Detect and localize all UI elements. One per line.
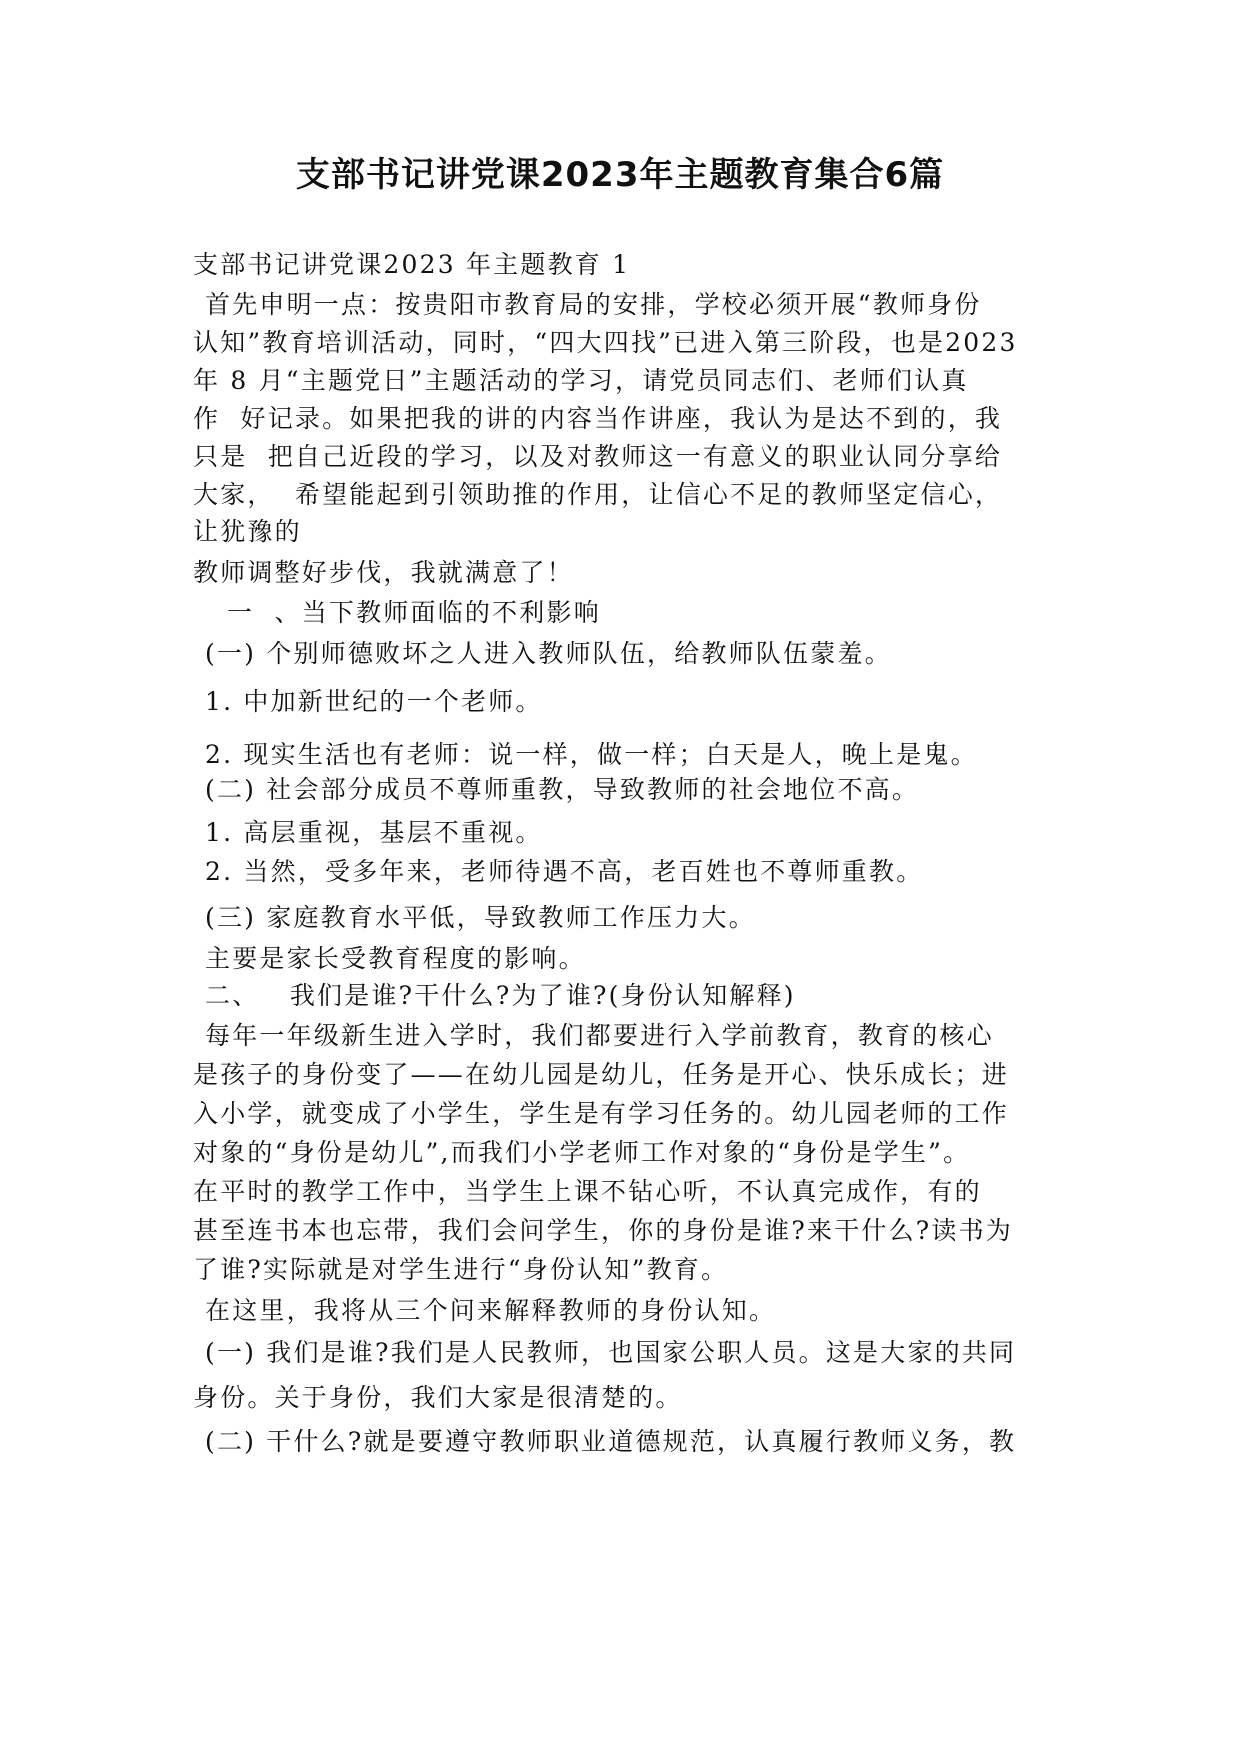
paragraph-line: 作 好记录。如果把我的讲的内容当作讲座，我认为是达不到的，我 <box>193 404 1003 433</box>
paragraph-line: 是孩子的身份变了——在幼儿园是幼儿，任务是开心、快乐成长；进 <box>193 1060 1010 1089</box>
paragraph-line: 主要是家长受教育程度的影响。 <box>205 944 586 973</box>
list-item: (二) 社会部分成员不尊师重教，导致教师的社会地位不高。 <box>205 775 920 804</box>
list-item: (二) 干什么?就是要遵守教师职业道德规范，认真履行教师义务，教 <box>205 1427 1017 1456</box>
paragraph-line: 教师调整好步伐，我就满意了！ <box>193 558 574 587</box>
list-item: (一) 我们是谁?我们是人民教师，也国家公职人员。这是大家的共同 <box>205 1338 1017 1367</box>
section-heading: 二、 我们是谁?干什么?为了谁?(身份认知解释) <box>205 981 796 1010</box>
paragraph-line: 每年一年级新生进入学时，我们都要进行入学前教育，教育的核心 <box>205 1021 994 1050</box>
page-title: 支部书记讲党课2023年主题教育集合6篇 <box>295 155 945 195</box>
paragraph-line: 让犹豫的 <box>193 517 302 546</box>
paragraph-line: 甚至连书本也忘带，我们会问学生，你的身份是谁?来干什么?读书为 <box>193 1216 1014 1245</box>
section-heading: 一 、当下教师面临的不利影响 <box>227 598 601 627</box>
paragraph-line: 了谁?实际就是对学生进行“身份认知”教育。 <box>193 1255 729 1284</box>
paragraph-line: 在这里，我将从三个问来解释教师的身份认知。 <box>205 1296 777 1325</box>
list-item: (三) 家庭教育水平低，导致教师工作压力大。 <box>205 903 756 932</box>
list-item: 1. 高层重视，基层不重视。 <box>205 818 543 847</box>
paragraph-line: 首先申明一点：按贵阳市教育局的安排，学校必须开展“教师身份 <box>205 290 982 319</box>
paragraph-line: 在平时的教学工作中，当学生上课不钻心听，不认真完成作，有的 <box>193 1177 982 1206</box>
paragraph-line: 只是 把自己近段的学习，以及对教师这一有意义的职业认同分享给 <box>193 442 1003 471</box>
paragraph-line: 大家， 希望能起到引领助推的作用，让信心不足的教师坚定信心， <box>193 480 1003 509</box>
paragraph-line: 入小学，就变成了小学生，学生是有学习任务的。幼儿园老师的工作 <box>193 1099 1010 1128</box>
paragraph-line: 对象的“身份是幼儿”,而我们小学老师工作对象的“身份是学生”。 <box>193 1138 971 1167</box>
list-item: (一) 个别师德败坏之人进入教师队伍，给教师队伍蒙羞。 <box>205 639 892 668</box>
paragraph-line: 年 8 月“主题党日”主题活动的学习，请党员同志们、老师们认真 <box>193 366 969 395</box>
list-item: 2. 当然，受多年来，老师待遇不高，老百姓也不尊师重教。 <box>205 857 924 886</box>
paragraph-line: 身份。关于身份，我们大家是很清楚的。 <box>193 1383 683 1412</box>
section-heading: 支部书记讲党课2023 年主题教育 1 <box>193 250 631 279</box>
list-item: 2. 现实生活也有老师：说一样，做一样；白天是人，晚上是鬼。 <box>205 740 978 769</box>
paragraph-line: 认知”教育培训活动，同时，“四大四找”已进入第三阶段，也是2023 <box>193 328 1018 357</box>
list-item: 1. 中加新世纪的一个老师。 <box>205 687 543 716</box>
